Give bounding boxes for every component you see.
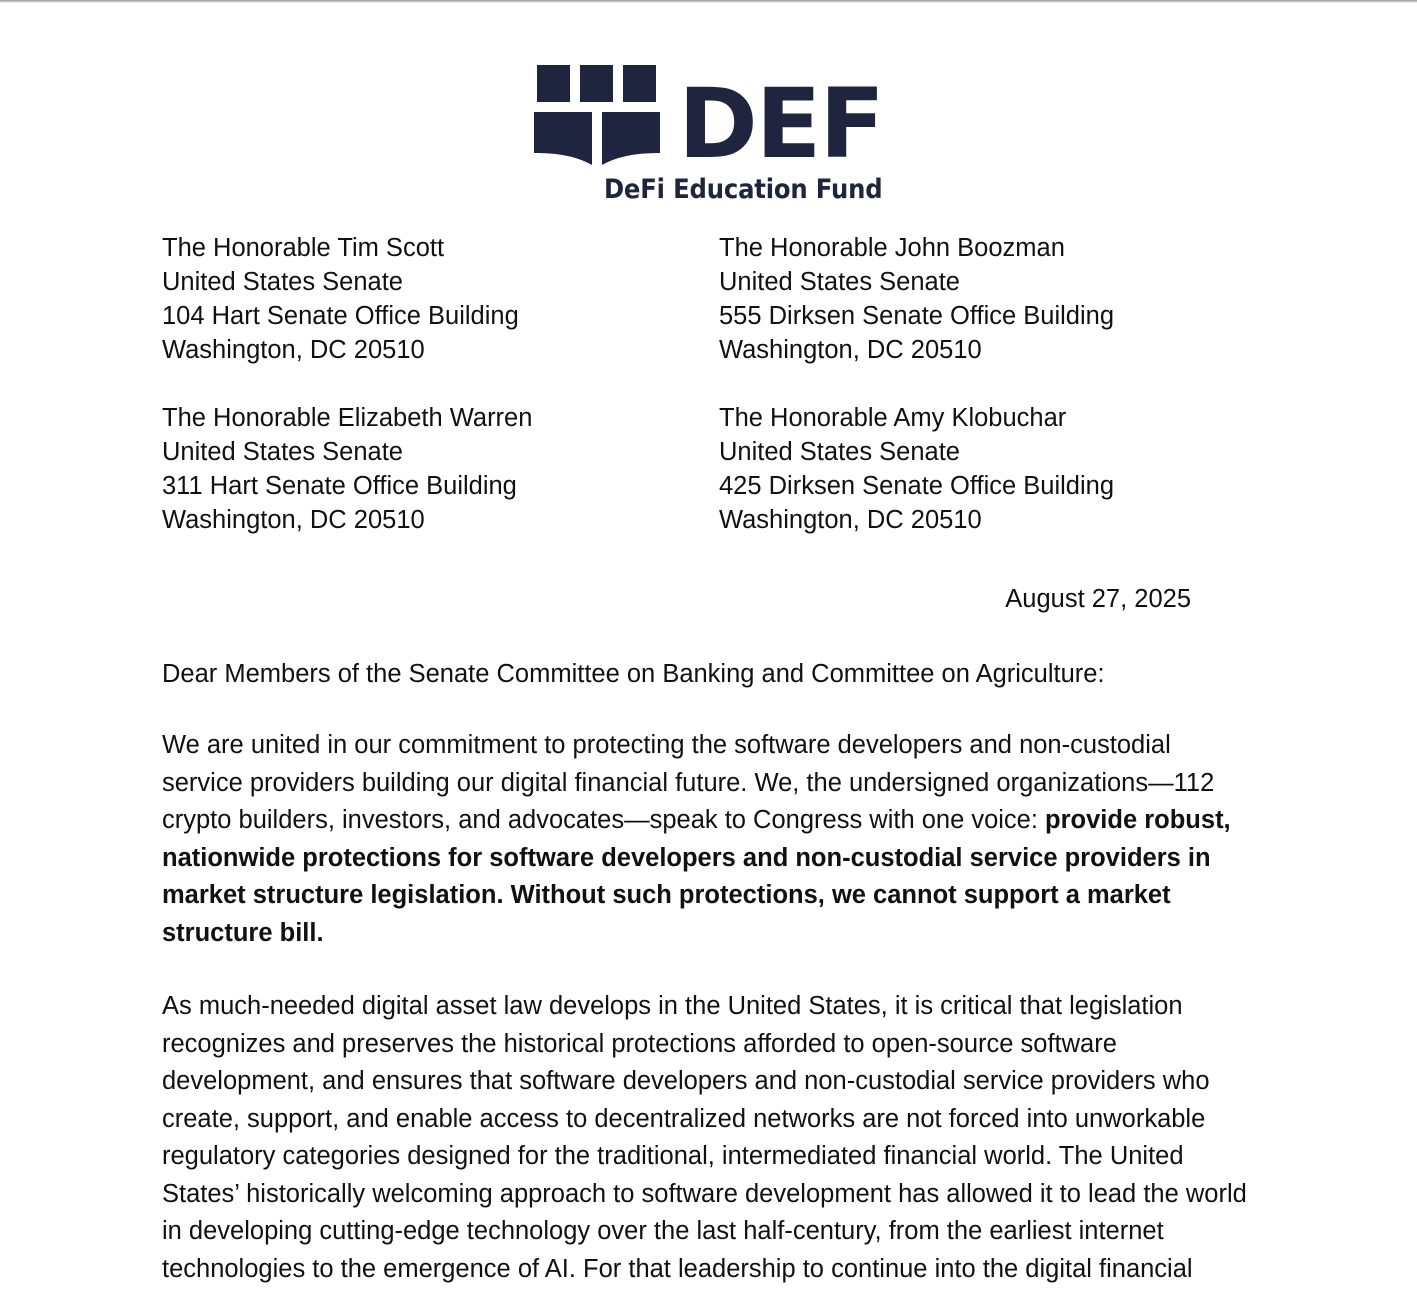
recipient-body: United States Senate [162, 438, 403, 466]
recipient-building: 555 Dirksen Senate Office Building [719, 302, 1115, 330]
logo-tagline: DeFi Education Fund [604, 174, 883, 205]
open-book-icon [534, 65, 660, 168]
recipient-block-2 [719, 231, 1255, 367]
recipient-block-3 [162, 401, 719, 537]
recipient-building: 311 Hart Senate Office Building [162, 472, 517, 500]
logo-square-3 [623, 65, 656, 102]
recipient-city: Washington, DC 20510 [719, 506, 982, 534]
recipient-body: United States Senate [719, 268, 960, 296]
def-logo [0, 65, 1417, 205]
letter-date: August 27, 2025 [1005, 585, 1191, 613]
logo-wordmark: DEF [678, 67, 883, 180]
body-paragraph-1 [162, 727, 1252, 952]
logo-square-2 [580, 65, 613, 102]
recipient-block-4 [719, 401, 1255, 537]
letter-content [162, 231, 1255, 1314]
logo-square-1 [537, 65, 570, 102]
recipient-city: Washington, DC 20510 [162, 506, 425, 534]
recipient-city: Washington, DC 20510 [719, 336, 982, 364]
recipient-name: The Honorable Amy Klobuchar [719, 404, 1067, 432]
recipient-name: The Honorable John Boozman [719, 234, 1065, 262]
recipient-city: Washington, DC 20510 [162, 336, 425, 364]
paragraph-1-bold: provide robust, nationwide protections for software developers and non-custodial service providers in market structure legislation. Without such protections, we cannot support a market structure bill. [162, 806, 1231, 947]
recipient-body: United States Senate [719, 438, 960, 466]
letter-salutation: Dear Members of the Senate Committee on Banking and Committee on Agriculture: [162, 660, 1105, 688]
recipient-block-1 [162, 231, 719, 367]
document-page [0, 3, 1417, 1283]
book-shape [534, 112, 660, 168]
recipient-address-grid [162, 231, 1255, 537]
recipient-name: The Honorable Tim Scott [162, 234, 445, 262]
body-paragraph-2: As much-needed digital asset law develops in the United States, it is critical that legislation recognizes and preserves the historical protections afforded to open-source software development, and ensures that software developers and non-custodial service providers who create, support, and enable access to decentralized networks are not forced into unworkable regulatory categories designed for the traditional, intermediated financial world. The United States’ historically welcoming approach to software development has allowed it to lead the world in developing cutting-edge technology over the last half-century, from the earliest internet technologies to the emergence of AI. For that leadership to continue into the digital financial [162, 992, 1247, 1283]
paragraph-1-regular: We are united in our commitment to protecting the software developers and non-custodial service providers building our digital financial future. We, the undersigned organizations—112 crypto builders, investors, and advocates—speak to Congress with one voice: [162, 731, 1215, 834]
recipient-building: 104 Hart Senate Office Building [162, 302, 519, 330]
recipient-name: The Honorable Elizabeth Warren [162, 404, 533, 432]
recipient-building: 425 Dirksen Senate Office Building [719, 472, 1115, 500]
recipient-body: United States Senate [162, 268, 403, 296]
